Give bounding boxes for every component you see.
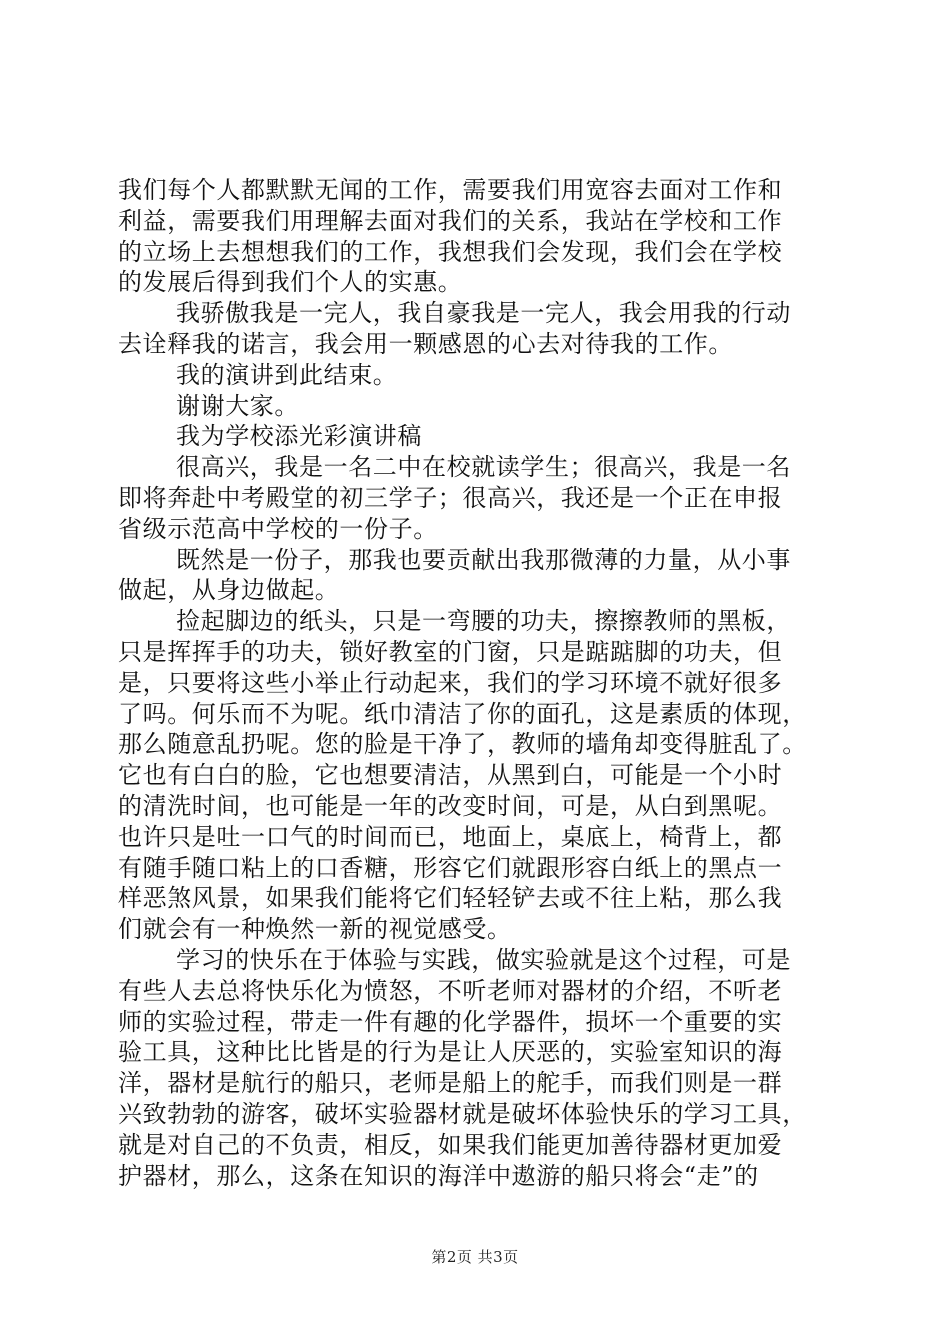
text-line: 洋，器材是航行的船只，老师是船上的舵手，而我们则是一群 — [118, 1069, 783, 1098]
text-line: 也许只是吐一口气的时间而已，地面上，桌底上，椅背上，都 — [118, 822, 783, 851]
text-line: 我为学校添光彩演讲稿 — [176, 422, 422, 451]
text-line: 有随手随口粘上的口香糖，形容它们就跟形容白纸上的黑点一 — [118, 853, 783, 882]
text-line: 兴致勃勃的游客，破坏实验器材就是破坏体验快乐的学习工具， — [118, 1099, 807, 1128]
text-line: 有些人去总将快乐化为愤怒，不听老师对器材的介绍，不听老 — [118, 976, 783, 1005]
text-line: 做起，从身边做起。 — [118, 576, 340, 605]
text-line: 样恶煞风景，如果我们能将它们轻轻铲去或不往上粘，那么我 — [118, 884, 783, 913]
text-line: 很高兴，我是一名二中在校就读学生；很高兴，我是一名 — [176, 453, 791, 482]
text-line: 我骄傲我是一完人，我自豪我是一完人，我会用我的行动 — [176, 299, 791, 328]
text-line: 那么随意乱扔呢。您的脸是干净了，教师的墙角却变得脏乱了。 — [118, 730, 807, 759]
text-line: 了吗。何乐而不为呢。纸巾清洁了你的面孔，这是素质的体现， — [118, 699, 807, 728]
text-line: 验工具，这种比比皆是的行为是让人厌恶的，实验室知识的海 — [118, 1038, 783, 1067]
text-line: 是，只要将这些小举止行动起来，我们的学习环境不就好很多 — [118, 668, 783, 697]
text-line: 既然是一份子，那我也要贡献出我那微薄的力量，从小事 — [176, 545, 791, 574]
text-line: 师的实验过程，带走一件有趣的化学器件，损坏一个重要的实 — [118, 1007, 783, 1036]
text-line: 我的演讲到此结束。 — [176, 360, 398, 389]
text-line: 们就会有一种焕然一新的视觉感受。 — [118, 915, 512, 944]
text-line: 去诠释我的诺言，我会用一颗感恩的心去对待我的工作。 — [118, 329, 733, 358]
document-body — [118, 175, 838, 1191]
text-line: 利益，需要我们用理解去面对我们的关系，我站在学校和工作 — [118, 206, 783, 235]
text-line: 谢谢大家。 — [176, 391, 299, 420]
text-line: 捡起脚边的纸头，只是一弯腰的功夫，擦擦教师的黑板， — [176, 607, 791, 636]
text-line: 的立场上去想想我们的工作，我想我们会发现，我们会在学校 — [118, 237, 783, 266]
text-line: 我们每个人都默默无闻的工作，需要我们用宽容去面对工作和 — [118, 176, 783, 204]
page-number-label: 第2页 共3页 — [431, 1248, 519, 1266]
text-line: 即将奔赴中考殿堂的初三学子；很高兴，我还是一个正在申报 — [118, 483, 783, 512]
text-line: 学习的快乐在于体验与实践，做实验就是这个过程，可是 — [176, 945, 791, 974]
text-line: 只是挥挥手的功夫，锁好教室的门窗，只是踮踮脚的功夫，但 — [118, 637, 783, 666]
text-line: 它也有白白的脸，它也想要清洁，从黑到白，可能是一个小时 — [118, 761, 783, 790]
text-line: 省级示范高中学校的一份子。 — [118, 514, 438, 543]
text-line: 护器材，那么，这条在知识的海洋中遨游的船只将会“走”的 — [118, 1161, 759, 1190]
text-line: 的发展后得到我们个人的实惠。 — [118, 268, 463, 297]
text-line: 就是对自己的不负责，相反，如果我们能更加善待器材更加爱 — [118, 1130, 783, 1159]
page-footer — [0, 1246, 950, 1267]
text-line: 的清洗时间，也可能是一年的改变时间，可是，从白到黑呢。 — [118, 791, 783, 820]
